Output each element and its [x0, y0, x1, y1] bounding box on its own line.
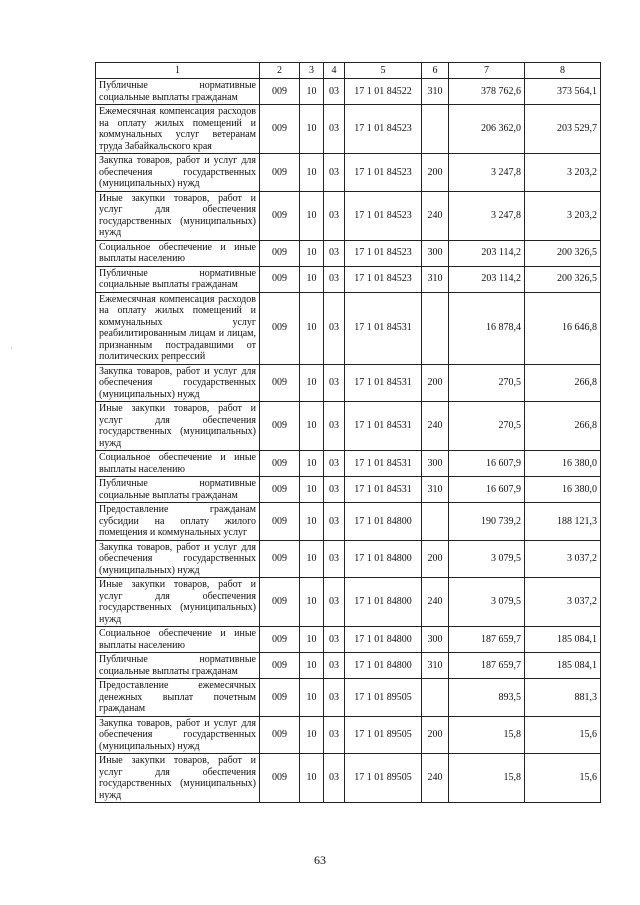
- target-article-cell: 17 1 01 84522: [345, 79, 422, 105]
- target-article-cell: 17 1 01 84800: [345, 653, 422, 679]
- ministry-code-cell: 009: [260, 540, 300, 578]
- table-row: [96, 578, 601, 627]
- table-row: [96, 653, 601, 679]
- section-code-cell: 10: [300, 627, 324, 653]
- row-name-cell: Предоставление ежемесячных денежных выплат почетным гражданам: [96, 679, 260, 717]
- amount-col8-cell: 16 380,0: [525, 451, 601, 477]
- amount-col8-cell: 3 037,2: [525, 578, 601, 627]
- target-article-cell: 17 1 01 84800: [345, 540, 422, 578]
- target-article-cell: 17 1 01 89505: [345, 679, 422, 717]
- row-name-cell: Закупка товаров, работ и услуг для обеспечения государственных (муниципальных) нужд: [96, 364, 260, 402]
- row-name-cell: Социальное обеспечение и иные выплаты населению: [96, 240, 260, 266]
- expense-type-cell: 310: [422, 266, 449, 292]
- ministry-code-cell: 009: [260, 477, 300, 503]
- expense-type-cell: 310: [422, 653, 449, 679]
- amount-col7-cell: 3 247,8: [449, 191, 525, 240]
- table-row: [96, 364, 601, 402]
- subsection-code-cell: 03: [324, 240, 345, 266]
- amount-col7-cell: 16 607,9: [449, 477, 525, 503]
- table-row: [96, 477, 601, 503]
- row-name-cell: Закупка товаров, работ и услуг для обеспечения государственных (муниципальных) нужд: [96, 540, 260, 578]
- col-header-2: 2: [260, 63, 300, 79]
- ministry-code-cell: 009: [260, 402, 300, 451]
- section-code-cell: 10: [300, 79, 324, 105]
- row-name-cell: Ежемесячная компенсация расходов на оплату жилых помещений и коммунальных услуг реабилитированным лицам и лицам, признанным пострадавшими от политических репрессий: [96, 292, 260, 364]
- expense-type-cell: 240: [422, 578, 449, 627]
- header-row: [96, 63, 601, 79]
- ministry-code-cell: 009: [260, 105, 300, 154]
- row-name-cell: Публичные нормативные социальные выплаты гражданам: [96, 653, 260, 679]
- amount-col8-cell: 15,6: [525, 754, 601, 803]
- row-name-cell: Предоставление гражданам субсидии на оплату жилого помещения и коммунальных услуг: [96, 503, 260, 541]
- section-code-cell: 10: [300, 292, 324, 364]
- target-article-cell: 17 1 01 84523: [345, 154, 422, 192]
- row-name-cell: Иные закупки товаров, работ и услуг для обеспечения государственных (муниципальных) нужд: [96, 402, 260, 451]
- expense-type-cell: 240: [422, 402, 449, 451]
- subsection-code-cell: 03: [324, 105, 345, 154]
- table-row: [96, 154, 601, 192]
- ministry-code-cell: 009: [260, 578, 300, 627]
- ministry-code-cell: 009: [260, 754, 300, 803]
- section-code-cell: 10: [300, 451, 324, 477]
- amount-col8-cell: 203 529,7: [525, 105, 601, 154]
- row-name-cell: Иные закупки товаров, работ и услуг для обеспечения государственных (муниципальных) нужд: [96, 191, 260, 240]
- subsection-code-cell: 03: [324, 653, 345, 679]
- expense-type-cell: 310: [422, 477, 449, 503]
- amount-col7-cell: 190 739,2: [449, 503, 525, 541]
- subsection-code-cell: 03: [324, 451, 345, 477]
- table-row: [96, 503, 601, 541]
- table-body: [96, 79, 601, 803]
- target-article-cell: 17 1 01 84531: [345, 292, 422, 364]
- ministry-code-cell: 009: [260, 364, 300, 402]
- subsection-code-cell: 03: [324, 503, 345, 541]
- section-code-cell: 10: [300, 266, 324, 292]
- row-name-cell: Социальное обеспечение и иные выплаты населению: [96, 627, 260, 653]
- col-header-5: 5: [345, 63, 422, 79]
- target-article-cell: 17 1 01 84523: [345, 191, 422, 240]
- expense-type-cell: [422, 679, 449, 717]
- amount-col7-cell: 203 114,2: [449, 266, 525, 292]
- section-code-cell: 10: [300, 191, 324, 240]
- section-code-cell: 10: [300, 540, 324, 578]
- col-header-6: 6: [422, 63, 449, 79]
- amount-col8-cell: 3 203,2: [525, 191, 601, 240]
- amount-col8-cell: 266,8: [525, 364, 601, 402]
- amount-col8-cell: 185 084,1: [525, 653, 601, 679]
- expense-type-cell: 200: [422, 540, 449, 578]
- amount-col8-cell: 188 121,3: [525, 503, 601, 541]
- amount-col8-cell: 185 084,1: [525, 627, 601, 653]
- amount-col7-cell: 15,8: [449, 716, 525, 754]
- section-code-cell: 10: [300, 105, 324, 154]
- ministry-code-cell: 009: [260, 292, 300, 364]
- ministry-code-cell: 009: [260, 627, 300, 653]
- subsection-code-cell: 03: [324, 627, 345, 653]
- ministry-code-cell: 009: [260, 716, 300, 754]
- expense-type-cell: [422, 292, 449, 364]
- amount-col8-cell: 15,6: [525, 716, 601, 754]
- section-code-cell: 10: [300, 364, 324, 402]
- section-code-cell: 10: [300, 679, 324, 717]
- table-row: [96, 540, 601, 578]
- col-header-4: 4: [324, 63, 345, 79]
- col-header-7: 7: [449, 63, 525, 79]
- scan-speck: ·: [10, 344, 13, 353]
- subsection-code-cell: 03: [324, 79, 345, 105]
- subsection-code-cell: 03: [324, 292, 345, 364]
- expense-type-cell: 200: [422, 364, 449, 402]
- amount-col7-cell: 206 362,0: [449, 105, 525, 154]
- expense-type-cell: 200: [422, 716, 449, 754]
- target-article-cell: 17 1 01 84523: [345, 240, 422, 266]
- amount-col7-cell: 203 114,2: [449, 240, 525, 266]
- table-row: [96, 191, 601, 240]
- col-header-3: 3: [300, 63, 324, 79]
- ministry-code-cell: 009: [260, 679, 300, 717]
- amount-col8-cell: 200 326,5: [525, 240, 601, 266]
- section-code-cell: 10: [300, 402, 324, 451]
- amount-col8-cell: 16 646,8: [525, 292, 601, 364]
- subsection-code-cell: 03: [324, 364, 345, 402]
- ministry-code-cell: 009: [260, 79, 300, 105]
- expense-type-cell: 200: [422, 154, 449, 192]
- budget-table: [95, 62, 601, 803]
- subsection-code-cell: 03: [324, 154, 345, 192]
- subsection-code-cell: 03: [324, 540, 345, 578]
- page-number: 63: [314, 853, 326, 867]
- ministry-code-cell: 009: [260, 191, 300, 240]
- table-row: [96, 105, 601, 154]
- amount-col8-cell: 881,3: [525, 679, 601, 717]
- expense-type-cell: 240: [422, 191, 449, 240]
- row-name-cell: Публичные нормативные социальные выплаты гражданам: [96, 477, 260, 503]
- amount-col7-cell: 270,5: [449, 402, 525, 451]
- ministry-code-cell: 009: [260, 240, 300, 266]
- ministry-code-cell: 009: [260, 154, 300, 192]
- expense-type-cell: 300: [422, 627, 449, 653]
- amount-col8-cell: 266,8: [525, 402, 601, 451]
- table-row: [96, 679, 601, 717]
- target-article-cell: 17 1 01 84523: [345, 266, 422, 292]
- target-article-cell: 17 1 01 84531: [345, 402, 422, 451]
- target-article-cell: 17 1 01 84531: [345, 451, 422, 477]
- section-code-cell: 10: [300, 240, 324, 266]
- table-row: [96, 240, 601, 266]
- target-article-cell: 17 1 01 84531: [345, 477, 422, 503]
- target-article-cell: 17 1 01 84800: [345, 578, 422, 627]
- ministry-code-cell: 009: [260, 653, 300, 679]
- table-row: [96, 266, 601, 292]
- amount-col8-cell: 373 564,1: [525, 79, 601, 105]
- table-row: [96, 79, 601, 105]
- subsection-code-cell: 03: [324, 716, 345, 754]
- amount-col7-cell: 3 079,5: [449, 578, 525, 627]
- section-code-cell: 10: [300, 653, 324, 679]
- amount-col8-cell: 3 203,2: [525, 154, 601, 192]
- amount-col7-cell: 187 659,7: [449, 627, 525, 653]
- amount-col7-cell: 893,5: [449, 679, 525, 717]
- col-header-1: 1: [96, 63, 260, 79]
- amount-col7-cell: 15,8: [449, 754, 525, 803]
- section-code-cell: 10: [300, 503, 324, 541]
- table-row: [96, 716, 601, 754]
- row-name-cell: Иные закупки товаров, работ и услуг для обеспечения государственных (муниципальных) нужд: [96, 578, 260, 627]
- expense-type-cell: 300: [422, 240, 449, 266]
- subsection-code-cell: 03: [324, 191, 345, 240]
- target-article-cell: 17 1 01 84800: [345, 503, 422, 541]
- section-code-cell: 10: [300, 154, 324, 192]
- col-header-8: 8: [525, 63, 601, 79]
- table-row: [96, 754, 601, 803]
- expense-type-cell: 300: [422, 451, 449, 477]
- section-code-cell: 10: [300, 578, 324, 627]
- table-row: [96, 292, 601, 364]
- target-article-cell: 17 1 01 84800: [345, 627, 422, 653]
- amount-col7-cell: 3 079,5: [449, 540, 525, 578]
- row-name-cell: Ежемесячная компенсация расходов на оплату жилых помещений и коммунальных услуг ветеранам труда Забайкальского края: [96, 105, 260, 154]
- table-row: [96, 451, 601, 477]
- expense-type-cell: [422, 503, 449, 541]
- target-article-cell: 17 1 01 84531: [345, 364, 422, 402]
- amount-col7-cell: 270,5: [449, 364, 525, 402]
- subsection-code-cell: 03: [324, 402, 345, 451]
- amount-col7-cell: 3 247,8: [449, 154, 525, 192]
- amount-col7-cell: 16 878,4: [449, 292, 525, 364]
- ministry-code-cell: 009: [260, 451, 300, 477]
- subsection-code-cell: 03: [324, 679, 345, 717]
- amount-col8-cell: 200 326,5: [525, 266, 601, 292]
- ministry-code-cell: 009: [260, 266, 300, 292]
- table-row: [96, 402, 601, 451]
- section-code-cell: 10: [300, 477, 324, 503]
- subsection-code-cell: 03: [324, 754, 345, 803]
- row-name-cell: Закупка товаров, работ и услуг для обеспечения государственных (муниципальных) нужд: [96, 154, 260, 192]
- ministry-code-cell: 009: [260, 503, 300, 541]
- subsection-code-cell: 03: [324, 266, 345, 292]
- section-code-cell: 10: [300, 754, 324, 803]
- row-name-cell: Социальное обеспечение и иные выплаты населению: [96, 451, 260, 477]
- expense-type-cell: 240: [422, 754, 449, 803]
- amount-col7-cell: 16 607,9: [449, 451, 525, 477]
- row-name-cell: Закупка товаров, работ и услуг для обеспечения государственных (муниципальных) нужд: [96, 716, 260, 754]
- subsection-code-cell: 03: [324, 477, 345, 503]
- expense-type-cell: 310: [422, 79, 449, 105]
- amount-col7-cell: 187 659,7: [449, 653, 525, 679]
- row-name-cell: Публичные нормативные социальные выплаты гражданам: [96, 79, 260, 105]
- target-article-cell: 17 1 01 89505: [345, 754, 422, 803]
- amount-col8-cell: 3 037,2: [525, 540, 601, 578]
- row-name-cell: Иные закупки товаров, работ и услуг для обеспечения государственных (муниципальных) нужд: [96, 754, 260, 803]
- subsection-code-cell: 03: [324, 578, 345, 627]
- section-code-cell: 10: [300, 716, 324, 754]
- row-name-cell: Публичные нормативные социальные выплаты гражданам: [96, 266, 260, 292]
- amount-col7-cell: 378 762,6: [449, 79, 525, 105]
- expense-type-cell: [422, 105, 449, 154]
- target-article-cell: 17 1 01 84523: [345, 105, 422, 154]
- amount-col8-cell: 16 380,0: [525, 477, 601, 503]
- target-article-cell: 17 1 01 89505: [345, 716, 422, 754]
- table-row: [96, 627, 601, 653]
